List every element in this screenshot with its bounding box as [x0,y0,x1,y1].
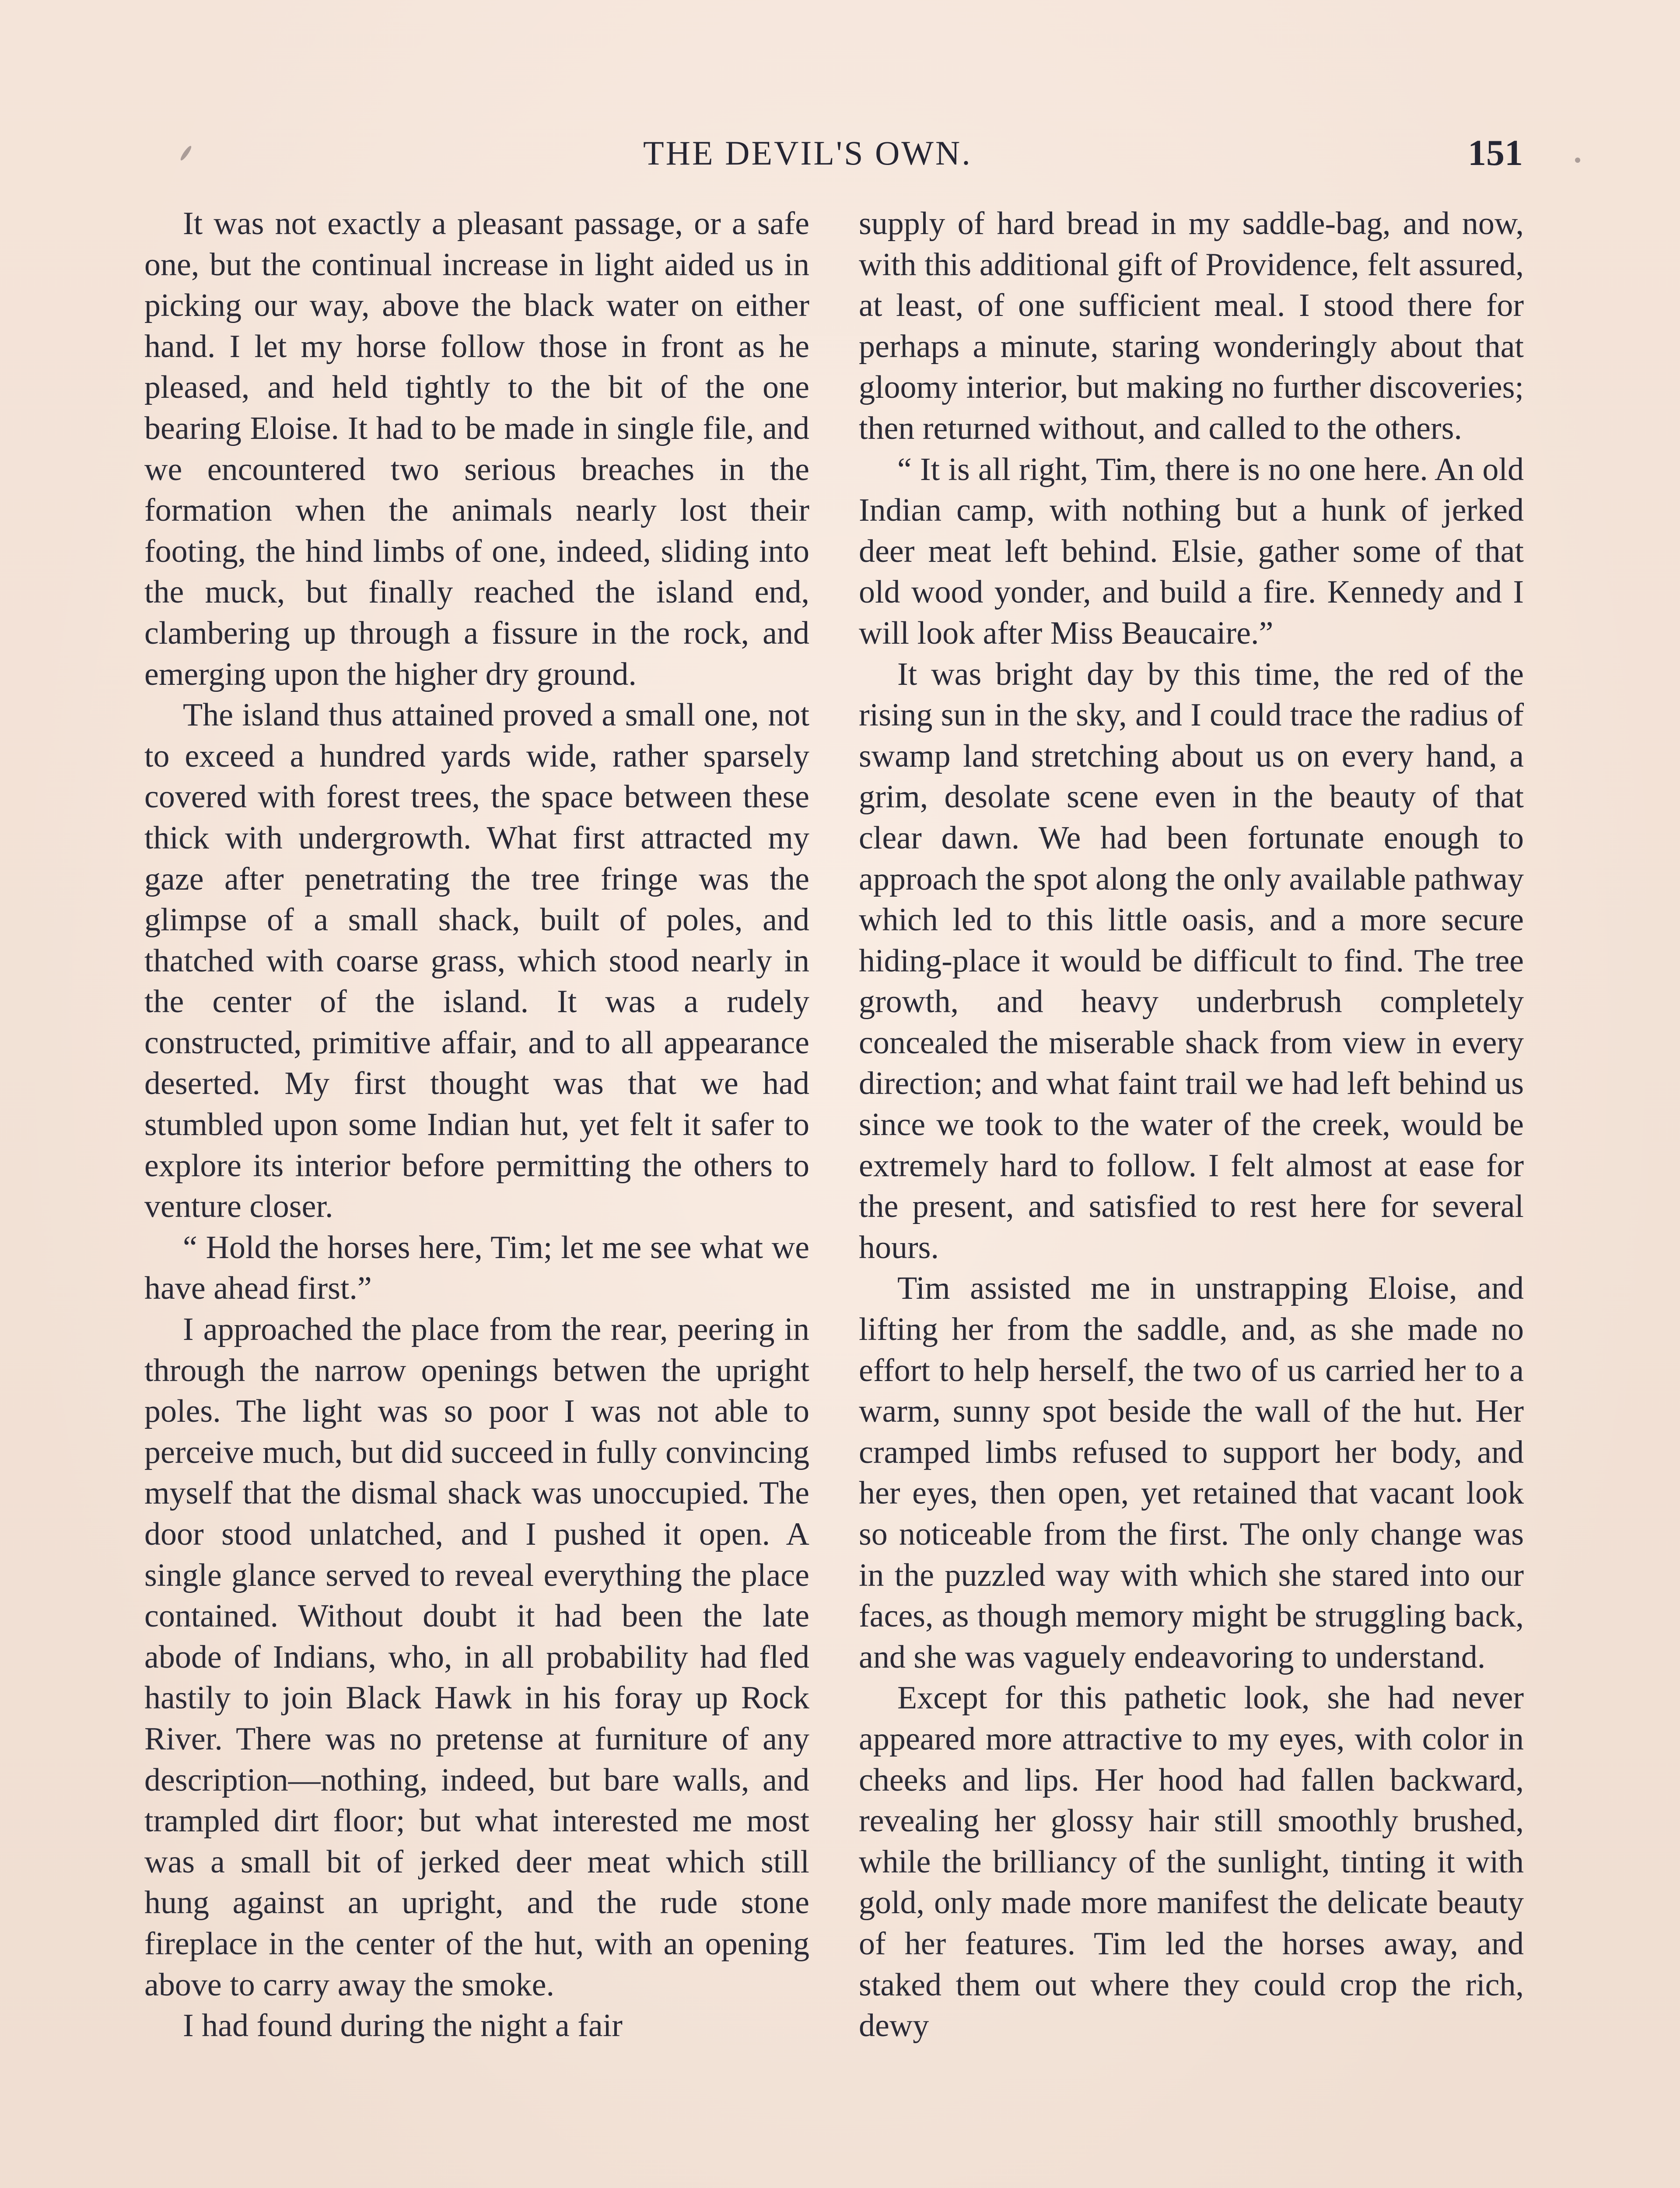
running-title: THE DEVIL'S OWN. [643,134,972,172]
left-column [144,203,809,2047]
paragraph: It was not exactly a pleasant passage, or a safe one, but the continual increase in light aided us in picking our way, above the black water on either hand. I let my horse follow those in front as he pleased, and held tightly to the bit of the one bearing Eloise. It had to be made in single file, and we encountered two serious breaches in the formation when the animals nearly lost their footing, the hind limbs of one, indeed, sliding into the muck, but finally reached the island end, clambering up through a fissure in the rock, and emerging upon the higher dry ground. [144,206,809,692]
paragraph: “ It is all right, Tim, there is no one here. An old Indian camp, with nothing but a hunk of jerked deer meat left behind. Elsie, gather some of that old wood yonder, and build a fire. Kennedy and I will look after Miss Beaucaire.” [859,451,1524,651]
paragraph: The island thus attained proved a small one, not to exceed a hundred yards wide, rather sparsely covered with forest trees, the space between these thick with undergrowth. What first attracted my gaze after penetrating the tree fringe was the glimpse of a small shack, built of poles, and thatched with coarse grass, which stood nearly in the center of the island. It was a rudely constructed, primitive affair, and to all appearance deserted. My first thought was that we had stumbled upon some Indian hut, yet felt it safer to explore its interior before permitting the others to venture closer. [144,697,809,1225]
paragraph: supply of hard bread in my saddle-bag, and now, with this additional gift of Providence, felt assured, at least, of one sufficient meal. I stood there for perhaps a minute, staring wonderingly about that gloomy interior, but making no further discoveries; then returned without, and called to the others. [859,206,1524,446]
paragraph: Tim assisted me in unstrapping Eloise, and lifting her from the saddle, and, as she made no effort to help herself, the two of us carried her to a warm, sunny spot beside the wall of the hut. Her cramped limbs refused to support her body, and her eyes, then open, yet retained that vacant look so noticeable from the first. The only change was in the puzzled way with which she stared into our faces, as though memory might be struggling back, and she was vaguely endeavoring to understand. [859,1270,1524,1675]
page-header [0,129,1680,177]
paragraph: I approached the place from the rear, peering in through the narrow openings betwen the upright poles. The light was so poor I was not able to perceive much, but did succeed in fully convincing myself that the dismal shack was unoccupied. The door stood unlatched, and I pushed it open. A single glance served to reveal everything the place contained. Without doubt it had been the late abode of Indians, who, in all probability had fled hastily to join Black Hawk in his foray up Rock River. There was no pretense at furniture of any description—nothing, indeed, but bare walls, and trampled dirt floor; but what interested me most was a small bit of jerked deer meat which still hung against an upright, and the rude stone fireplace in the center of the hut, with an opening above to carry away the smoke. [144,1311,809,2003]
paragraph: “ Hold the horses here, Tim; let me see what we have ahead first.” [144,1229,809,1307]
paragraph: Except for this pathetic look, she had never appeared more attractive to my eyes, with color in cheeks and lips. Her hood had fallen backward, revealing her glossy hair still smoothly brushed, while the brilliancy of the sunlight, tinting it with gold, only made more manifest the delicate beauty of her features. Tim led the horses away, and staked them out where they could crop the rich, dewy [859,1680,1524,2044]
paragraph: It was bright day by this time, the red of the rising sun in the sky, and I could trace the radius of swamp land stretching about us on every hand, a grim, desolate scene even in the beauty of that clear dawn. We had been fortunate enough to approach the spot along the only available pathway which led to this little oasis, and a more secure hiding-place it would be difficult to find. The tree growth, and heavy underbrush completely concealed the miserable shack from view in every direction; and what faint trail we had left behind us since we took to the water of the creek, would be extremely hard to follow. I felt almost at ease for the present, and satisfied to rest here for several hours. [859,656,1524,1266]
right-column [859,203,1524,2047]
page-number: 151 [1468,133,1523,173]
paper-speck [1575,158,1580,163]
paragraph: I had found during the night a fair [183,2008,623,2044]
